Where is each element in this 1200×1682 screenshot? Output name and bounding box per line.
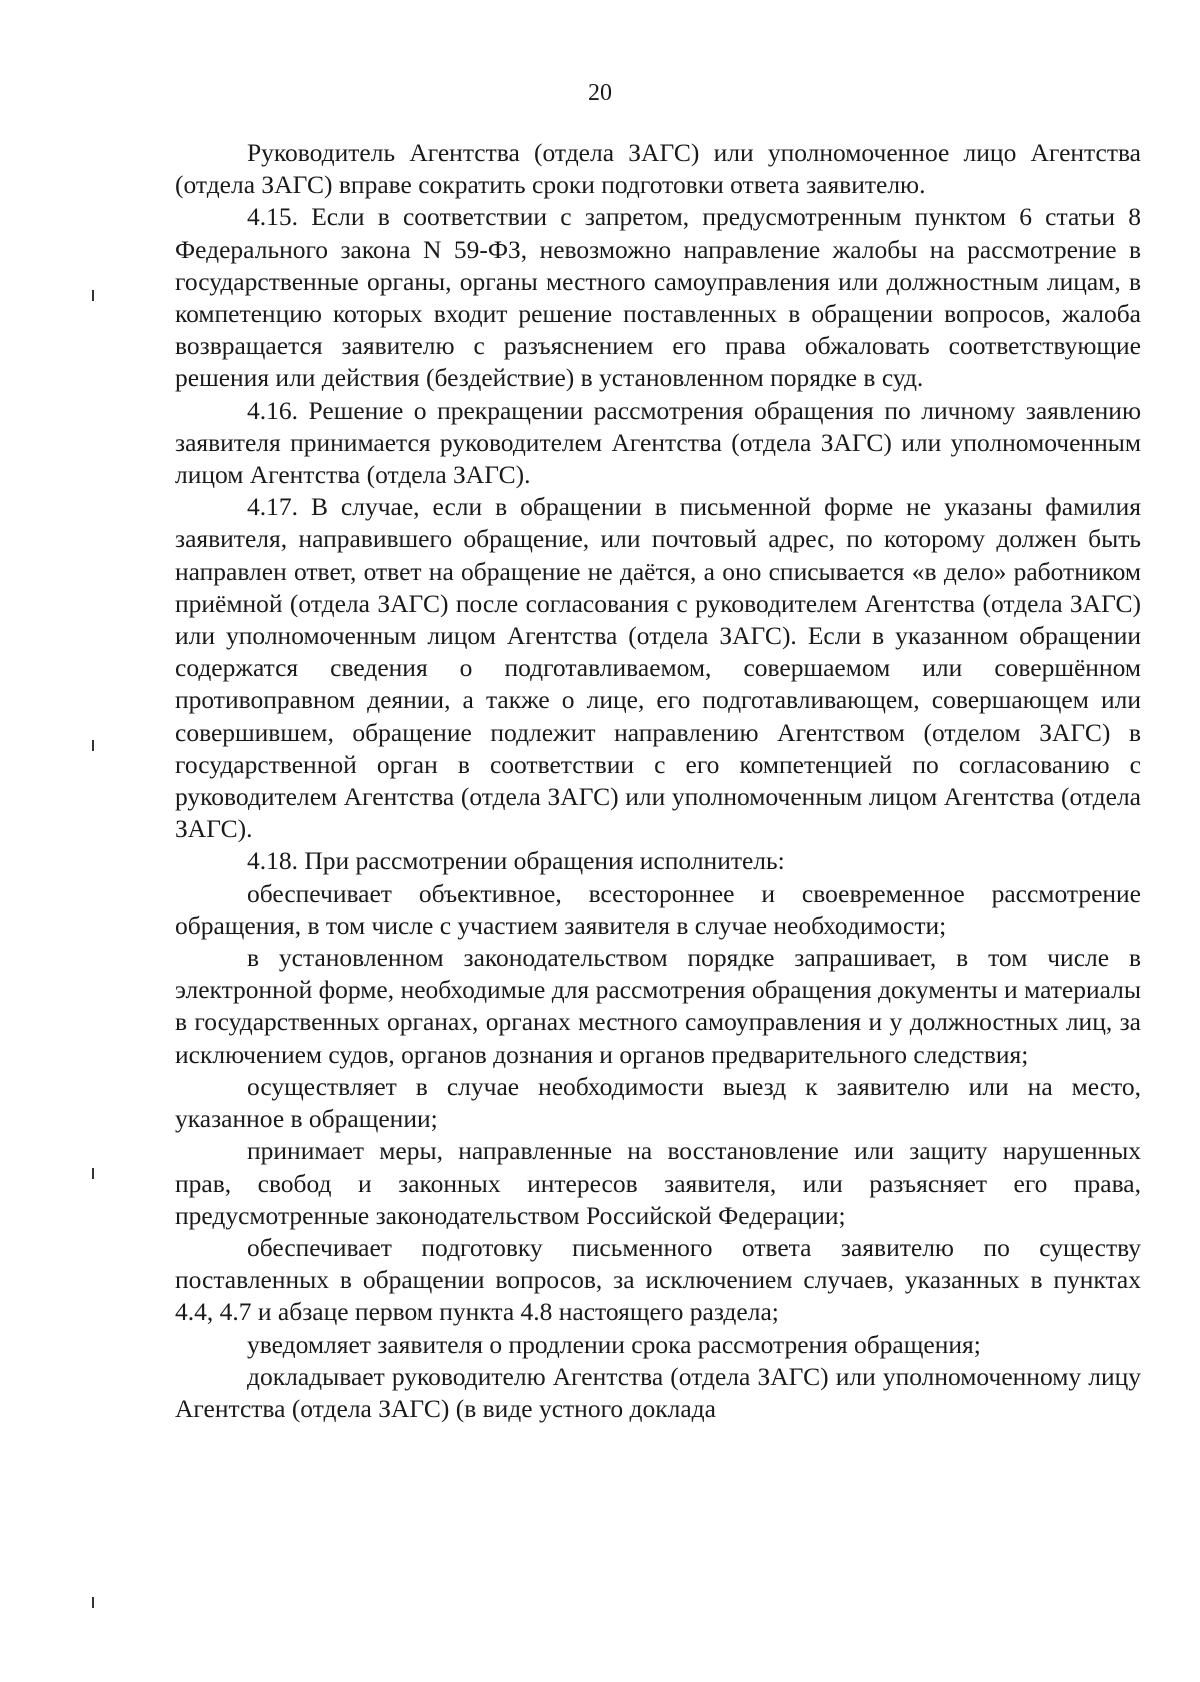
document-body	[175, 137, 1141, 1425]
scan-margin-mark	[92, 740, 94, 751]
paragraph-4-18: 4.18. При рассмотрении обращения исполнитель:	[247, 846, 785, 876]
duty-item: принимает меры, направленные на восстановление или защиту нарушенных прав, свобод и законных интересов заявителя, или разъясняет его права, предусмотренные законодательством Российской Федерации;	[175, 1136, 1141, 1230]
scan-margin-mark	[92, 1168, 94, 1179]
duty-item: уведомляет заявителя о продлении срока рассмотрения обращения;	[247, 1329, 981, 1359]
page-number: 20	[588, 80, 612, 106]
paragraph-intro: Руководитель Агентства (отдела ЗАГС) или уполномоченное лицо Агентства (отдела ЗАГС) вправе сократить сроки подготовки ответа заявителю.	[175, 138, 1141, 200]
duty-item: в установленном законодательством порядке запрашивает, в том числе в электронной форме, необходимые для рассмотрения обращения документы и материалы в государственных органах, органах местного самоуправления и у должностных лиц, за исключением судов, органов дознания и органов предварительного следствия;	[175, 943, 1141, 1069]
duty-item: обеспечивает подготовку письменного ответа заявителю по существу поставленных в обращении вопросов, за исключением случаев, указанных в пунктах 4.4, 4.7 и абзаце первом пункта 4.8 настоящего раздела;	[175, 1232, 1141, 1327]
duty-item: докладывает руководителю Агентства (отдела ЗАГС) или уполномоченному лицу Агентства (отдела ЗАГС) (в виде устного доклада	[175, 1361, 1141, 1423]
paragraph-4-15: 4.15. Если в соответствии с запретом, предусмотренным пунктом 6 статьи 8 Федерального закона N 59-ФЗ, невозможно направление жалобы на рассмотрение в государственные органы, органы местного самоуправления или должностным лицам, в компетенцию которых входит решение поставленных в обращении вопросов, жалоба возвращается заявителю с разъяснением его права обжаловать соответствующие решения или действия (бездействие) в установленном порядке в суд.	[175, 202, 1141, 393]
paragraph-4-16: 4.16. Решение о прекращении рассмотрения обращения по личному заявлению заявителя принимается руководителем Агентства (отдела ЗАГС) или уполномоченным лицом Агентства (отдела ЗАГС).	[175, 395, 1141, 490]
paragraph-4-17: 4.17. В случае, если в обращении в письменной форме не указаны фамилия заявителя, направившего обращение, или почтовый адрес, по которому должен быть направлен ответ, ответ на обращение не даётся, а оно списывается «в дело» работником приёмной (отдела ЗАГС) после согласования с руководителем Агентства (отдела ЗАГС) или уполномоченным лицом Агентства (отдела ЗАГС). Если в указанном обращении содержатся сведения о подготавливаемом, совершаемом или совершённом противоправном деянии, а также о лице, его подготавливающем, совершающем или совершившем, обращение подлежит направлению Агентством (отделом ЗАГС) в государственной орган в соответствии с его компетенцией по согласованию с руководителем Агентства (отдела ЗАГС) или уполномоченным лицом Агентства (отдела ЗАГС).	[175, 492, 1141, 844]
scan-margin-mark	[92, 1597, 94, 1608]
scan-margin-mark	[92, 290, 94, 301]
duty-item: осуществляет в случае необходимости выезд к заявителю или на место, указанное в обращении;	[175, 1071, 1141, 1134]
duty-item: обеспечивает объективное, всестороннее и своевременное рассмотрение обращения, в том числе с участием заявителя в случае необходимости;	[175, 878, 1141, 940]
